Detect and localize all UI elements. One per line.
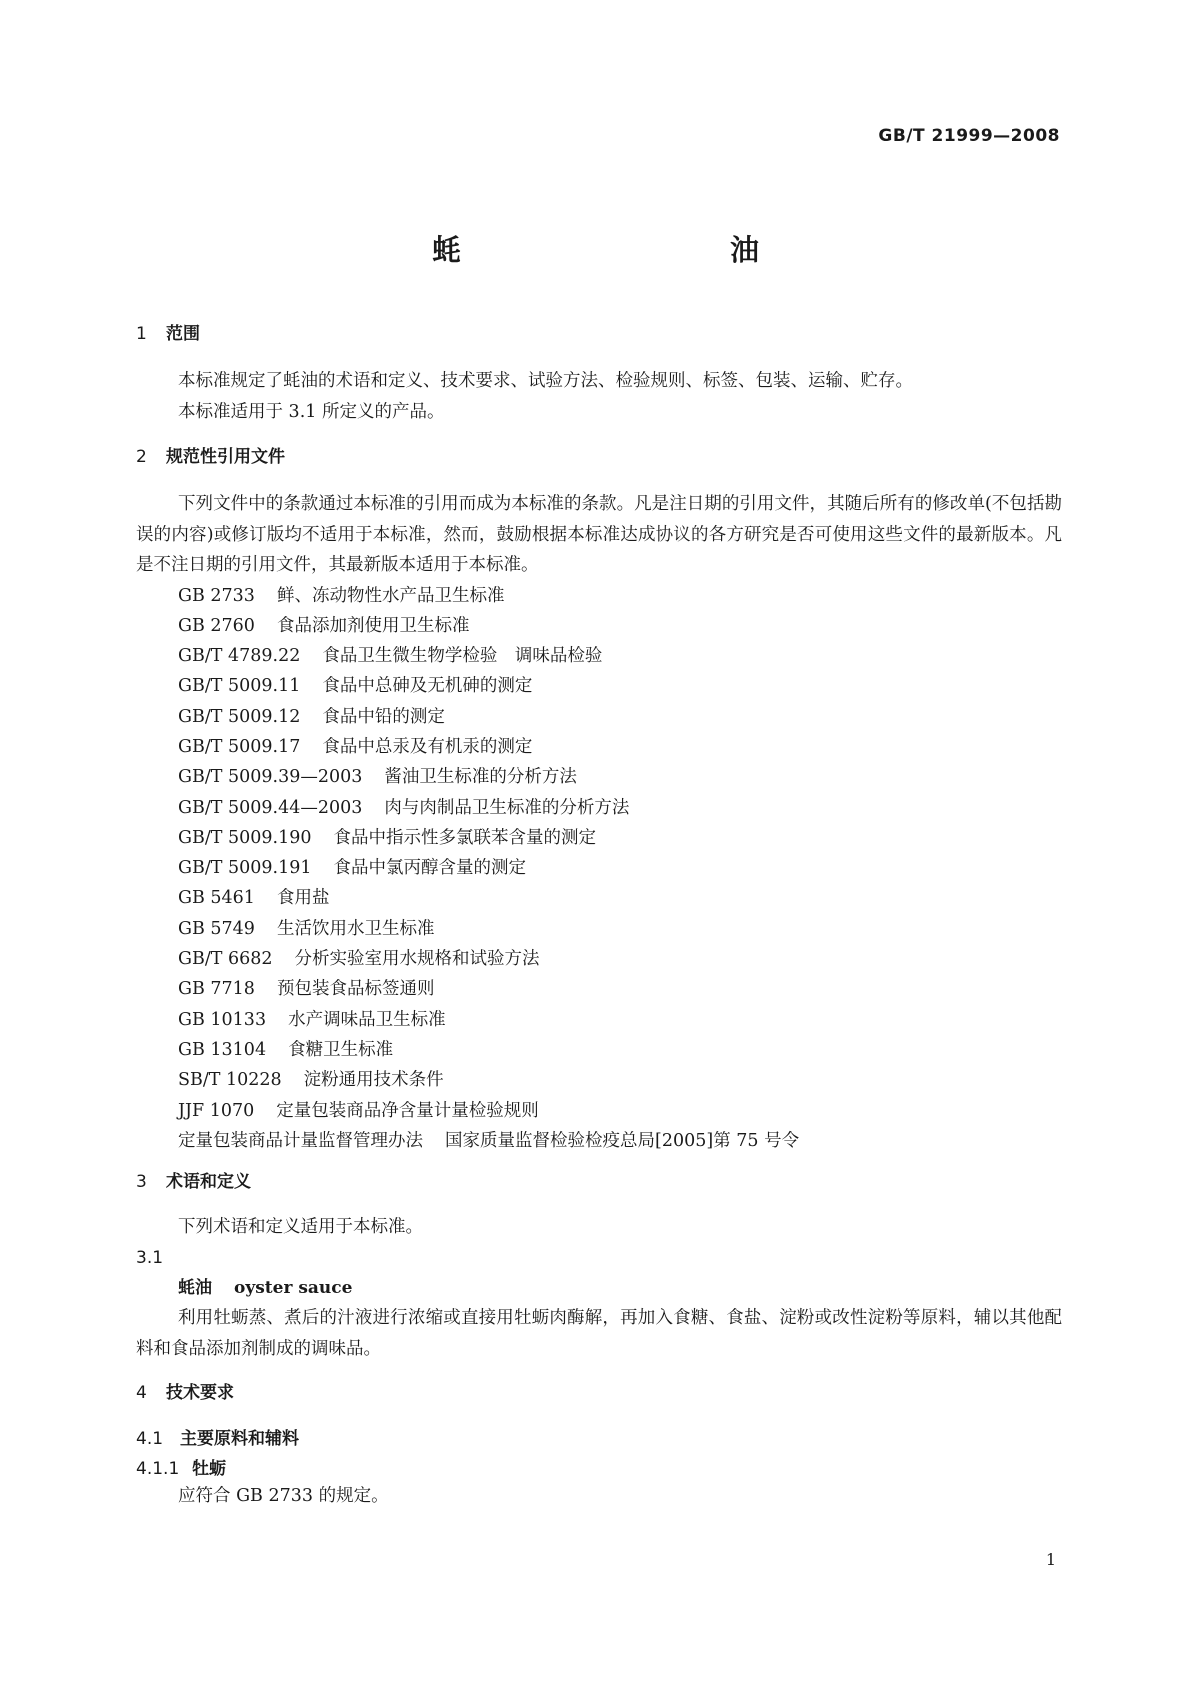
reference-item: GB 13104 食糖卫生标准 [178,1039,394,1060]
paragraph: 本标准规定了蚝油的术语和定义、技术要求、试验方法、检验规则、标签、包装、运输、贮存。 [178,371,913,391]
page-number: 1 [1045,1550,1056,1569]
term-number: 3.1 [136,1248,164,1269]
section-3-heading [136,1170,1062,1194]
section-number: 1 [136,324,147,344]
paragraph: 本标准适用于 3.1 所定义的产品。 [178,402,445,422]
subsection-4-1-1-heading [136,1457,1062,1481]
section-number: 2 [136,447,147,467]
document-title: 蚝 油 [431,233,879,267]
paragraph: 下列术语和定义适用于本标准。 [178,1217,423,1238]
reference-item: GB 2733 鲜、冻动物性水产品卫生标准 [178,585,505,606]
reference-item: GB/T 5009.190 食品中指示性多氯联苯含量的测定 [178,827,596,848]
reference-item: GB/T 4789.22 食品卫生微生物学检验 调味品检验 [178,646,603,667]
reference-item: GB 7718 预包装食品标签通则 [178,979,435,1000]
section-title: 技术要求 [166,1383,234,1404]
reference-item: GB/T 6682 分析实验室用水规格和试验方法 [178,949,540,970]
reference-item: GB/T 5009.12 食品中铅的测定 [178,706,445,727]
paragraph: 下列文件中的条款通过本标准的引用而成为本标准的条款。凡是注日期的引用文件，其随后所有的修改单(不包括勘误的内容)或修订版均不适用于本标准，然而，鼓励根据本标准达成协议的各方研究是否可使用这些文件的最新版本。凡是不注日期的引用文件，其最新版本适用于本标准。 [136,494,1062,575]
subsection-title: 牡蛎 [192,1459,226,1480]
reference-item: GB/T 5009.17 食品中总汞及有机汞的测定 [178,736,533,757]
reference-item: GB 2760 食品添加剂使用卫生标准 [178,615,470,636]
section-1-heading [136,322,1062,346]
reference-list [136,581,1062,1157]
document-body [136,322,1062,1512]
subsection-title: 主要原料和辅料 [180,1429,299,1450]
reference-item: GB/T 5009.39—2003 酱油卫生标准的分析方法 [178,767,577,788]
reference-item: GB/T 5009.44—2003 肉与肉制品卫生标准的分析方法 [178,797,630,818]
term-entry [136,1273,1062,1303]
subsection-number: 4.1 [136,1429,164,1450]
reference-item: GB 5749 生活饮用水卫生标准 [178,918,435,939]
section-number: 3 [136,1172,147,1193]
section-2-heading [136,445,1062,469]
reference-item: 定量包装商品计量监督管理办法 国家质量监督检验检疫总局[2005]第 75 号令 [178,1130,800,1151]
section-4-heading [136,1381,1062,1405]
reference-item: JJF 1070 定量包装商品净含量计量检验规则 [178,1100,539,1121]
reference-item: GB/T 5009.191 食品中氯丙醇含量的测定 [178,858,526,879]
section-title: 规范性引用文件 [166,447,285,467]
standard-code: GB/T 21999—2008 [878,126,1060,146]
reference-item: SB/T 10228 淀粉通用技术条件 [178,1070,444,1091]
term-english: oyster sauce [234,1278,353,1299]
section-number: 4 [136,1383,147,1404]
section-title: 范围 [166,324,200,344]
paragraph: 应符合 GB 2733 的规定。 [178,1486,389,1507]
reference-item: GB 10133 水产调味品卫生标准 [178,1009,446,1030]
reference-item: GB/T 5009.11 食品中总砷及无机砷的测定 [178,676,533,697]
term-chinese: 蚝油 [178,1278,212,1299]
subsection-4-1-heading [136,1427,1062,1451]
reference-item: GB 5461 食用盐 [178,888,330,909]
term-definition: 利用牡蛎蒸、煮后的汁液进行浓缩或直接用牡蛎肉酶解，再加入食糖、食盐、淀粉或改性淀粉等原料，辅以其他配料和食品添加剂制成的调味品。 [136,1308,1062,1360]
section-title: 术语和定义 [166,1172,251,1193]
subsection-number: 4.1.1 [136,1459,180,1480]
